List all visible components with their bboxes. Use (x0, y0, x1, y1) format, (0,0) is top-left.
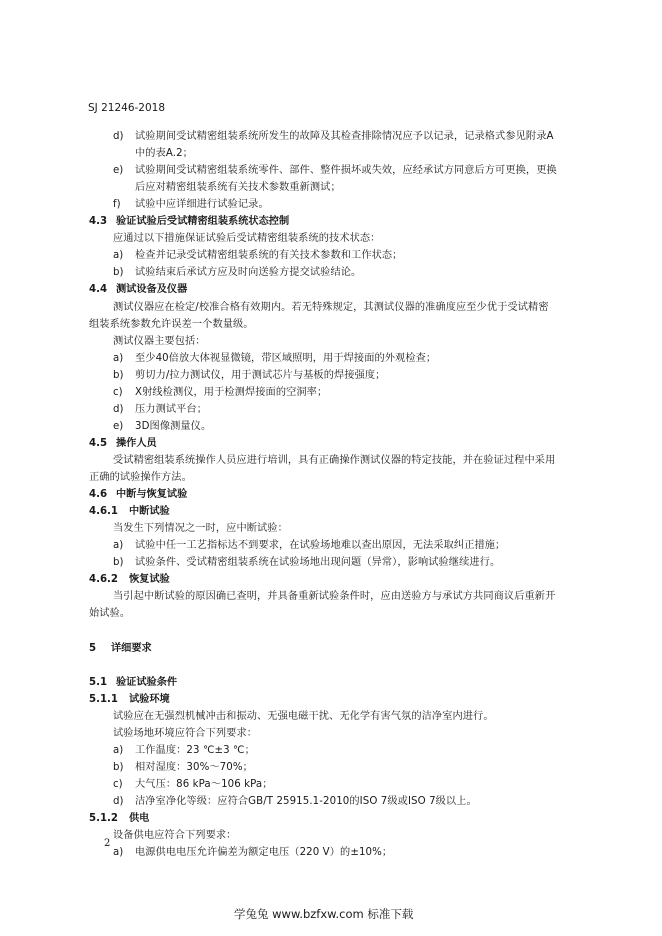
list-item-text: 至少40倍放大体视显微镜，带区域照明，用于焊接面的外观检查； (135, 352, 437, 364)
document-id: SJ 21246-2018 (88, 102, 166, 114)
list-marker: b) (113, 761, 124, 773)
paragraph-line: 试验应在无强烈机械冲击和振动、无强电磁干扰、无化学有害气氛的洁净室内进行。 (113, 710, 494, 722)
section-number: 4.6.1 (89, 506, 119, 518)
section-number: 5.1.1 (89, 693, 119, 705)
section-number: 5.1.2 (89, 813, 119, 824)
footer-watermark: 学兔兔 www.bzfxw.com 标准下载 (234, 907, 414, 921)
list-item-text: 检查并记录受试精密组装系统的有关技术参数和工作状态； (135, 250, 403, 262)
list-marker: a) (113, 352, 124, 364)
list-item-text: X射线检测仪，用于检测焊接面的空洞率； (135, 386, 328, 398)
list-item-text: 试验条件、受试精密组装系统在试验场地出现问题（异常），影响试验继续进行。 (135, 557, 501, 569)
paragraph-line: 当引起中断试验的原因确已查明，并具备重新试验条件时，应由送验方与承试方共同商议后重新开 (113, 591, 556, 603)
paragraph-line: 组装系统参数允许误差一个数量级。 (89, 318, 254, 330)
list-item-text: 试验中任一工艺指标达不到要求，在试验场地难以查出原因，无法采取纠正措施； (135, 540, 506, 552)
list-item-continuation: 后应对精密组装系统有关技术参数重新测试； (135, 182, 341, 194)
page-number: 2 (104, 838, 111, 849)
list-item-text: 试验结束后承试方应及时向送验方提交试验结论。 (135, 267, 362, 279)
paragraph-line: 设备供电应符合下列要求： (113, 830, 237, 842)
section-number: 4.4 (89, 284, 108, 296)
list-marker: b) (113, 267, 124, 279)
list-marker: a) (113, 540, 124, 552)
list-marker: d) (113, 795, 124, 807)
list-item-text: 试验中应详细进行试验记录。 (135, 199, 269, 211)
paragraph-line: 试验场地环境应符合下列要求： (113, 727, 258, 739)
list-marker: a) (113, 744, 124, 756)
paragraph-line: 当发生下列情况之一时，应中断试验： (113, 523, 288, 535)
list-marker: e) (113, 420, 124, 432)
list-marker: e) (113, 165, 124, 177)
section-heading: 试验环境 (129, 693, 170, 705)
section-heading: 验证试验条件 (116, 676, 178, 688)
paragraph-line: 正确的试验操作方法。 (89, 472, 192, 483)
list-marker: b) (113, 369, 124, 381)
list-item-text: 相对湿度：30%～70%； (135, 761, 253, 773)
section-number: 4.3 (89, 216, 108, 228)
section-number: 5 (89, 642, 97, 654)
section-heading: 验证试验后受试精密组装系统状态控制 (116, 216, 290, 228)
paragraph-line: 测试仪器应在检定/校准合格有效期内。若无特殊规定，其测试仪器的准确度应至少优于受试精密 (113, 301, 549, 313)
list-marker: a) (113, 847, 124, 859)
list-item-text: 工作温度：23 ℃±3 ℃； (135, 744, 255, 756)
section-number: 5.1 (89, 676, 108, 688)
list-marker: c) (113, 778, 123, 790)
section-heading: 供电 (129, 813, 150, 824)
section-heading: 恢复试验 (129, 574, 170, 586)
section-number: 4.5 (89, 437, 108, 449)
section-heading: 中断试验 (129, 506, 170, 518)
list-item-text: 3D图像测量仪。 (135, 420, 212, 432)
list-marker: d) (113, 403, 124, 415)
section-number: 4.6 (89, 489, 108, 501)
list-marker: d) (113, 131, 124, 142)
paragraph-line: 测试仪器主要包括： (113, 335, 206, 347)
section-heading: 测试设备及仪器 (116, 284, 188, 296)
section-heading: 中断与恢复试验 (116, 489, 188, 501)
list-item-text: 试验期间受试精密组装系统零件、部件、整件损坏或失效，应经承试方同意后方可更换，更换 (135, 165, 557, 177)
list-marker: c) (113, 386, 123, 398)
list-marker: a) (113, 250, 124, 262)
list-marker: f) (113, 199, 121, 211)
section-number: 4.6.2 (89, 574, 119, 586)
paragraph-line: 始试验。 (89, 608, 131, 620)
list-item-text: 试验期间受试精密组装系统所发生的故障及其检查排除情况应予以记录，记录格式参见附录A (135, 131, 554, 142)
paragraph-line: 应通过以下措施保证试验后受试精密组装系统的技术状态： (113, 233, 381, 245)
list-item-text: 压力测试平台； (135, 403, 208, 415)
list-item-text: 大气压：86 kPa～106 kPa； (135, 778, 273, 790)
section-heading: 详细要求 (111, 642, 152, 654)
paragraph-line: 受试精密组装系统操作人员应进行培训，具有正确操作测试仪器的特定技能，并在验证过程中采用 (113, 454, 556, 466)
section-heading: 操作人员 (116, 437, 157, 449)
list-item-continuation: 中的表A.2； (135, 148, 193, 160)
list-item-text: 洁净室净化等级：应符合GB/T 25915.1-2010的ISO 7级或ISO 7级以上。 (135, 795, 477, 807)
list-item-text: 剪切力/拉力测试仪，用于测试芯片与基板的焊接强度； (135, 369, 386, 381)
list-marker: b) (113, 557, 124, 569)
list-item-text: 电源供电电压允许偏差为额定电压（220 V）的±10%； (135, 847, 393, 859)
